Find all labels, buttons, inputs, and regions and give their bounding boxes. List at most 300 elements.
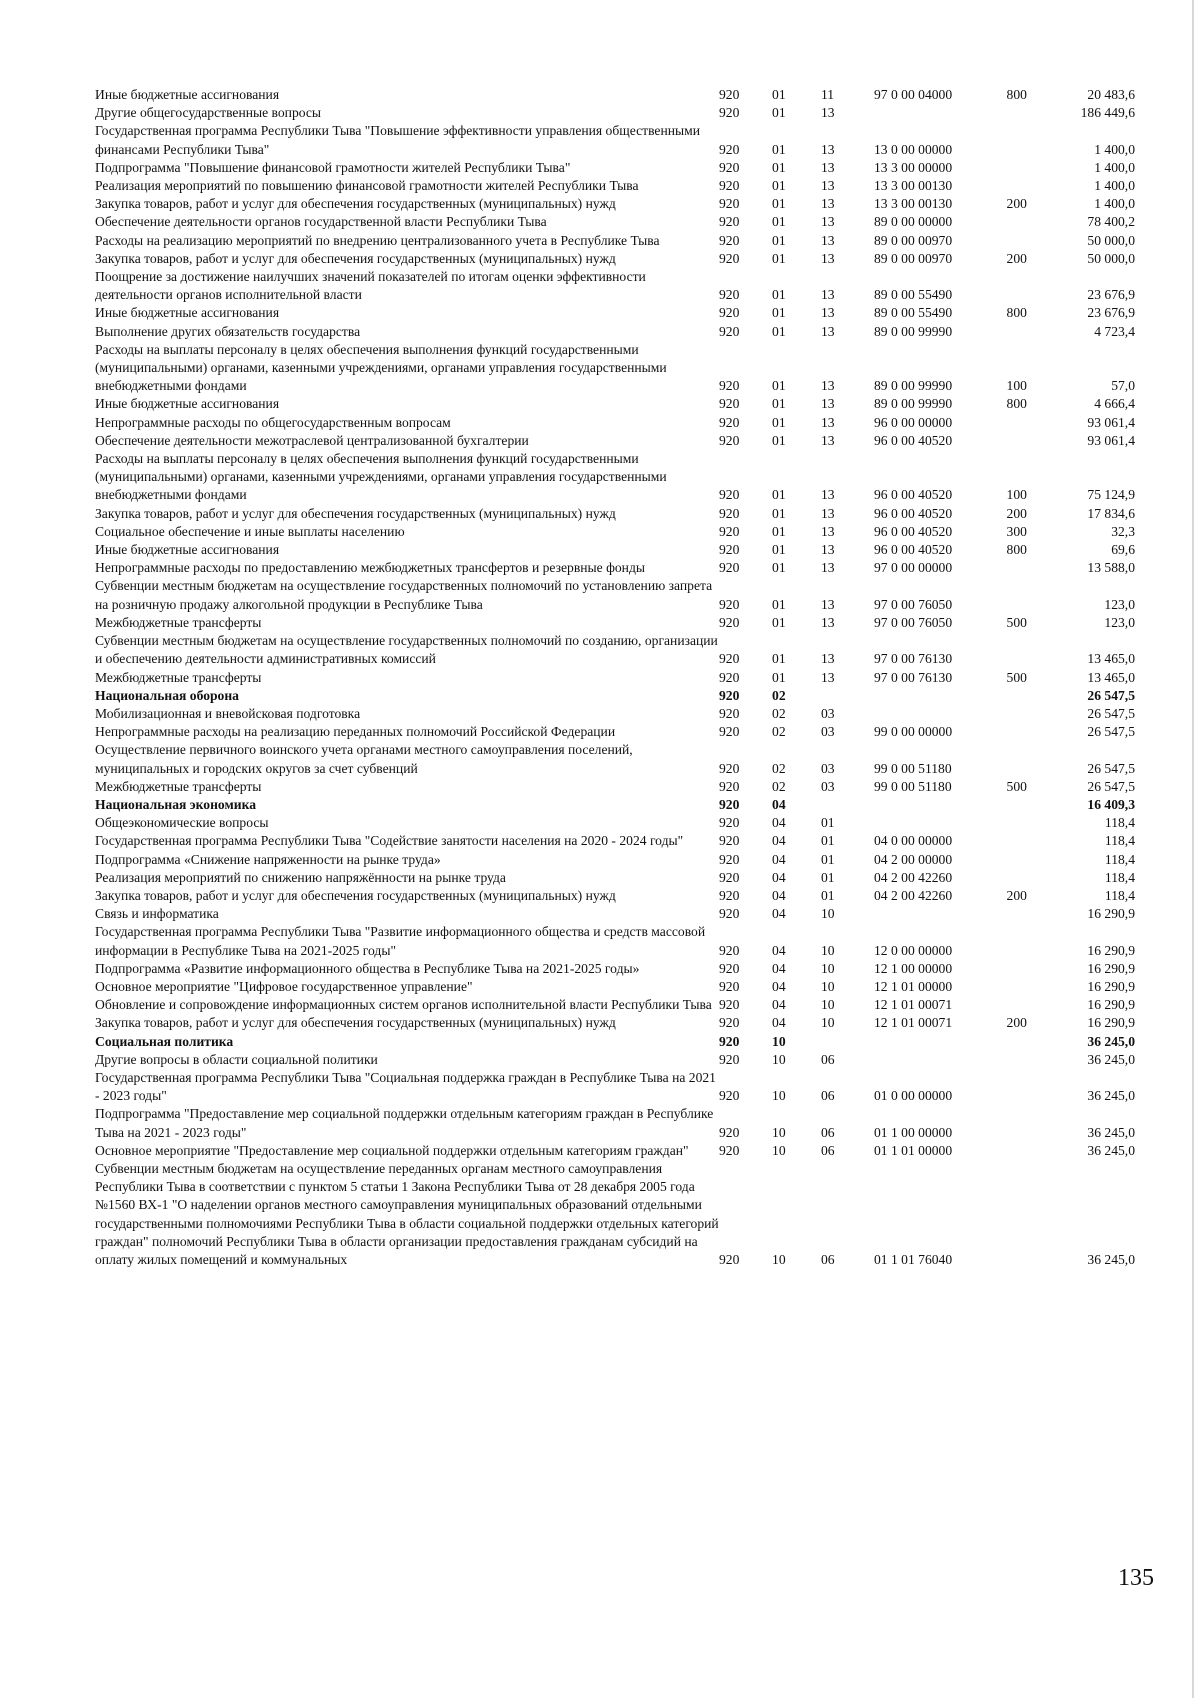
row-amount: 123,0: [1104, 596, 1135, 612]
table-row: [95, 268, 1135, 304]
row-section-code: 01: [772, 560, 786, 576]
row-target-article: 01 1 00 00000: [873, 1124, 953, 1140]
row-target-article: 96 0 00 00000: [873, 414, 953, 430]
row-section-code: 01: [772, 523, 786, 539]
row-target-article: [874, 814, 1007, 832]
row-amount: 4 723,4: [1094, 323, 1135, 339]
row-ministry-code: 920: [719, 141, 740, 157]
row-ministry-code: 920: [719, 214, 740, 230]
row-section-code: 10: [772, 1088, 786, 1104]
row-subsection-code: 13: [820, 487, 835, 503]
row-expense-type: [1007, 1105, 1064, 1141]
row-target-article: 96 0 00 40520: [873, 487, 953, 503]
row-name: Непрограммные расходы по общегосударственным вопросам: [95, 414, 451, 430]
row-expense-type: [1007, 832, 1064, 850]
row-expense-type: [1007, 814, 1064, 832]
row-section-code: 01: [772, 250, 786, 266]
row-subsection-code: 13: [820, 232, 835, 248]
row-section-code: 10: [772, 1142, 786, 1158]
row-subsection-code: 01: [820, 833, 835, 849]
row-ministry-code: 920: [719, 851, 740, 867]
row-name: Общеэкономические вопросы: [95, 815, 269, 831]
row-section-code: 04: [772, 796, 786, 812]
row-expense-type: [1007, 232, 1064, 250]
row-name: Подпрограмма «Развитие информационного общества в Республике Тыва на 2021-2025 годы»: [95, 960, 640, 976]
row-name: Обеспечение деятельности органов государственной власти Республики Тыва: [95, 214, 547, 230]
budget-table-body: [95, 86, 1135, 1269]
row-expense-type: [1007, 414, 1064, 432]
row-subsection-code: 13: [820, 614, 835, 630]
row-subsection-code: 13: [820, 323, 835, 339]
row-expense-type: 200: [1006, 887, 1027, 903]
row-amount: 1 400,0: [1094, 196, 1135, 212]
row-section-code: 10: [772, 1033, 786, 1049]
row-target-article: 89 0 00 55490: [873, 287, 953, 303]
row-amount: 118,4: [1104, 833, 1135, 849]
row-expense-type: 500: [1006, 778, 1027, 794]
row-section-code: 04: [772, 1015, 786, 1031]
row-target-article: [874, 705, 1007, 723]
row-name: Государственная программа Республики Тыва "Развитие информационного общества и средств массовой информации в Республике Тыва на 2021-2025 годы": [95, 924, 706, 958]
row-target-article: 04 2 00 42260: [873, 869, 953, 885]
row-target-article: 13 0 00 00000: [873, 141, 953, 157]
row-amount: 118,4: [1104, 815, 1135, 831]
row-target-article: 12 1 01 00071: [873, 997, 953, 1013]
row-section-code: 01: [772, 232, 786, 248]
row-name: Основное мероприятие "Предоставление мер социальной поддержки отдельным категориям граждан": [95, 1142, 689, 1158]
row-subsection-code: 10: [820, 942, 835, 958]
row-section-code: 04: [772, 887, 786, 903]
row-name: Расходы на реализацию мероприятий по внедрению централизованного учета в Республике Тыва: [95, 232, 660, 248]
table-row: [95, 559, 1135, 577]
row-ministry-code: 920: [719, 760, 740, 776]
table-row: [95, 778, 1135, 796]
row-name: Закупка товаров, работ и услуг для обеспечения государственных (муниципальных) нужд: [95, 250, 616, 266]
row-expense-type: [1007, 1051, 1064, 1069]
row-target-article: 97 0 00 76050: [873, 614, 953, 630]
row-subsection-code: 13: [820, 523, 835, 539]
row-expense-type: [1007, 559, 1064, 577]
row-subsection-code: 13: [820, 178, 835, 194]
table-row: [95, 122, 1135, 158]
row-target-article: 96 0 00 40520: [873, 432, 953, 448]
row-ministry-code: 920: [719, 796, 740, 812]
row-target-article: [874, 104, 1007, 122]
row-amount: 123,0: [1104, 614, 1135, 630]
row-target-article: 01 0 00 00000: [873, 1088, 953, 1104]
table-row: [95, 213, 1135, 231]
row-ministry-code: 920: [719, 614, 740, 630]
row-ministry-code: 920: [719, 159, 740, 175]
row-name: Подпрограмма «Снижение напряженности на рынке труда»: [95, 851, 441, 867]
row-ministry-code: 920: [719, 232, 740, 248]
row-expense-type: [1007, 741, 1064, 777]
row-ministry-code: 920: [719, 778, 740, 794]
row-ministry-code: 920: [719, 1142, 740, 1158]
row-expense-type: [1007, 1069, 1064, 1105]
row-amount: 1 400,0: [1094, 178, 1135, 194]
row-section-code: 01: [772, 287, 786, 303]
row-subsection-code: 06: [820, 1124, 835, 1140]
row-amount: 26 547,5: [1087, 687, 1135, 703]
row-target-article: 96 0 00 40520: [873, 505, 953, 521]
row-ministry-code: 920: [719, 1051, 740, 1067]
row-section-code: 01: [772, 214, 786, 230]
row-expense-type: 100: [1006, 378, 1027, 394]
row-name: Государственная программа Республики Тыва "Содействие занятости населения на 2020 - 2024 годы": [95, 833, 684, 849]
row-expense-type: 800: [1006, 396, 1027, 412]
row-subsection-code: 11: [820, 87, 835, 102]
row-name: Обеспечение деятельности межотраслевой централизованной бухгалтерии: [95, 432, 529, 448]
row-amount: 36 245,0: [1087, 1088, 1135, 1104]
table-row: [95, 304, 1135, 322]
row-expense-type: 200: [1006, 1015, 1027, 1031]
row-name: Иные бюджетные ассигнования: [95, 396, 280, 412]
table-row: [95, 541, 1135, 559]
table-row: [95, 505, 1135, 523]
row-section-code: 01: [772, 614, 786, 630]
row-expense-type: [1007, 723, 1064, 741]
row-target-article: 99 0 00 51180: [873, 778, 952, 794]
row-amount: 16 290,9: [1087, 997, 1135, 1013]
row-amount: 23 676,9: [1087, 305, 1135, 321]
row-name: Связь и информатика: [95, 906, 219, 922]
row-amount: 118,4: [1104, 869, 1135, 885]
row-name: Другие общегосударственные вопросы: [95, 105, 322, 121]
row-subsection-code: 13: [820, 651, 835, 667]
table-row: [95, 323, 1135, 341]
row-section-code: 01: [772, 159, 786, 175]
row-target-article: 12 1 00 00000: [873, 960, 953, 976]
row-section-code: 01: [772, 196, 786, 212]
table-row: [95, 86, 1135, 104]
row-target-article: 12 1 01 00071: [873, 1015, 953, 1031]
row-expense-type: [1007, 577, 1064, 613]
table-row: [95, 104, 1135, 122]
row-ministry-code: 920: [719, 869, 740, 885]
row-name: Государственная программа Республики Тыва "Социальная поддержка граждан в Республике Тыва на 2021 - 2023 годы": [95, 1069, 716, 1104]
row-target-article: 96 0 00 40520: [873, 523, 953, 539]
row-subsection-code: 13: [820, 141, 835, 157]
row-section-code: 04: [772, 815, 786, 831]
page-number: 135: [1118, 1565, 1154, 1591]
table-row: [95, 669, 1135, 687]
row-name: Межбюджетные трансферты: [95, 778, 262, 794]
row-section-code: 04: [772, 942, 786, 958]
table-row: [95, 887, 1135, 905]
row-subsection-code: 13: [820, 432, 835, 448]
table-row: [95, 996, 1135, 1014]
row-expense-type: [1007, 687, 1064, 705]
row-expense-type: [1007, 213, 1064, 231]
row-subsection-code: 01: [820, 869, 835, 885]
table-row: [95, 232, 1135, 250]
row-name: Государственная программа Республики Тыва "Повышение эффективности управления общественными финансами Республики Тыва": [95, 123, 701, 157]
row-subsection-code: 01: [820, 851, 835, 867]
row-name: Субвенции местным бюджетам на осуществление государственных полномочий по созданию, организации и обеспечению деятельности административных комиссий: [95, 633, 718, 667]
row-amount: 26 547,5: [1087, 778, 1135, 794]
row-expense-type: [1007, 1142, 1064, 1160]
row-subsection-code: 13: [820, 105, 835, 121]
row-ministry-code: 920: [719, 887, 740, 903]
row-amount: 36 245,0: [1087, 1033, 1135, 1049]
row-subsection-code: 10: [820, 960, 835, 976]
row-name: Основное мероприятие "Цифровое государственное управление": [95, 978, 473, 994]
row-amount: 16 290,9: [1087, 960, 1135, 976]
row-name: Подпрограмма "Предоставление мер социальной поддержки отдельным категориям граждан в Республике Тыва на 2021 - 2023 годы": [95, 1106, 714, 1140]
row-expense-type: 300: [1006, 523, 1027, 539]
row-target-article: [874, 796, 1007, 814]
row-amount: 32,3: [1111, 523, 1135, 539]
row-subsection-code: 01: [820, 887, 835, 903]
row-name: Иные бюджетные ассигнования: [95, 542, 280, 558]
row-expense-type: [1007, 796, 1064, 814]
row-subsection-code: 06: [820, 1142, 835, 1158]
table-row: [95, 577, 1135, 613]
row-section-code: 01: [772, 542, 786, 558]
row-subsection-code: 10: [820, 906, 835, 922]
row-name: Поощрение за достижение наилучших значений показателей по итогам оценки эффективности деятельности органов исполнительной власти: [95, 269, 646, 303]
table-row: [95, 905, 1135, 923]
row-section-code: 02: [772, 705, 786, 721]
row-ministry-code: 920: [719, 651, 740, 667]
row-ministry-code: 920: [719, 596, 740, 612]
row-section-code: 01: [772, 669, 786, 685]
row-target-article: 12 1 01 00000: [873, 978, 953, 994]
row-name: Иные бюджетные ассигнования: [95, 87, 280, 102]
row-section-code: 04: [772, 851, 786, 867]
row-section-code: 04: [772, 978, 786, 994]
row-name: Национальная экономика: [95, 796, 256, 812]
row-expense-type: 200: [1006, 250, 1027, 266]
row-subsection-code: 01: [820, 815, 835, 831]
row-name: Выполнение других обязательств государства: [95, 323, 361, 339]
row-target-article: 12 0 00 00000: [873, 942, 953, 958]
row-ministry-code: 920: [719, 105, 740, 121]
row-subsection-code: 06: [820, 1088, 835, 1104]
row-expense-type: [1007, 323, 1064, 341]
row-target-article: 89 0 00 00970: [873, 232, 953, 248]
row-subsection-code: [821, 1033, 874, 1051]
row-target-article: 89 0 00 00000: [873, 214, 953, 230]
row-section-code: 01: [772, 178, 786, 194]
row-target-article: 04 0 00 00000: [873, 833, 953, 849]
row-amount: 186 449,6: [1080, 105, 1135, 121]
row-target-article: 97 0 00 04000: [873, 87, 953, 102]
row-name: Закупка товаров, работ и услуг для обеспечения государственных (муниципальных) нужд: [95, 196, 616, 212]
row-name: Непрограммные расходы по предоставлению межбюджетных трансфертов и резервные фонды: [95, 560, 646, 576]
row-amount: 57,0: [1111, 378, 1135, 394]
row-target-article: 13 3 00 00130: [873, 196, 953, 212]
row-section-code: 02: [772, 760, 786, 776]
row-amount: 20 483,6: [1087, 87, 1135, 102]
row-ministry-code: 920: [719, 942, 740, 958]
row-amount: 1 400,0: [1094, 141, 1135, 157]
row-name: Непрограммные расходы на реализацию переданных полномочий Российской Федерации: [95, 724, 616, 740]
row-expense-type: [1007, 1160, 1064, 1269]
row-name: Субвенции местным бюджетам на осуществление государственных полномочий по установлению запрета на розничную продажу алкогольной продукции в Республике Тыва: [95, 578, 713, 612]
row-name: Иные бюджетные ассигнования: [95, 305, 280, 321]
row-target-article: 99 0 00 00000: [873, 724, 953, 740]
row-ministry-code: 920: [719, 523, 740, 539]
row-expense-type: [1007, 122, 1064, 158]
row-name: Расходы на выплаты персоналу в целях обеспечения выполнения функций государственными (муниципальными) органами, казенными учреждениями, органами управления государственными внебюджетными фондами: [95, 451, 667, 503]
row-section-code: 10: [772, 1051, 786, 1067]
row-expense-type: 800: [1006, 87, 1027, 102]
row-subsection-code: 13: [820, 378, 835, 394]
row-name: Закупка товаров, работ и услуг для обеспечения государственных (муниципальных) нужд: [95, 1015, 616, 1031]
row-target-article: 01 1 01 00000: [873, 1142, 953, 1158]
row-amount: 16 290,9: [1087, 978, 1135, 994]
row-subsection-code: 13: [820, 596, 835, 612]
row-ministry-code: 920: [719, 1252, 740, 1267]
row-section-code: 01: [772, 432, 786, 448]
row-subsection-code: 03: [820, 778, 835, 794]
row-amount: 50 000,0: [1087, 250, 1135, 266]
row-subsection-code: 13: [820, 560, 835, 576]
row-amount: 69,6: [1111, 542, 1135, 558]
table-row: [95, 851, 1135, 869]
row-expense-type: [1007, 177, 1064, 195]
row-subsection-code: 03: [820, 724, 835, 740]
table-row: [95, 687, 1135, 705]
row-amount: 13 465,0: [1087, 651, 1135, 667]
row-section-code: 01: [772, 378, 786, 394]
row-expense-type: 800: [1006, 542, 1027, 558]
table-row: [95, 341, 1135, 396]
row-amount: 36 245,0: [1087, 1142, 1135, 1158]
row-subsection-code: 13: [820, 414, 835, 430]
row-expense-type: 500: [1006, 614, 1027, 630]
table-row: [95, 250, 1135, 268]
row-expense-type: [1007, 432, 1064, 450]
row-target-article: [874, 1051, 1007, 1069]
row-expense-type: [1007, 851, 1064, 869]
row-expense-type: 100: [1006, 487, 1027, 503]
row-amount: 75 124,9: [1087, 487, 1135, 503]
row-section-code: 01: [772, 141, 786, 157]
row-ministry-code: 920: [719, 414, 740, 430]
row-amount: 13 588,0: [1087, 560, 1135, 576]
row-expense-type: [1007, 268, 1064, 304]
row-section-code: 04: [772, 906, 786, 922]
row-section-code: 01: [772, 414, 786, 430]
row-expense-type: 800: [1006, 305, 1027, 321]
row-name: Другие вопросы в области социальной политики: [95, 1051, 378, 1067]
row-ministry-code: 920: [719, 960, 740, 976]
table-row: [95, 177, 1135, 195]
table-row: [95, 632, 1135, 668]
row-amount: 17 834,6: [1087, 505, 1135, 521]
row-target-article: 04 2 00 42260: [873, 887, 953, 903]
row-expense-type: 200: [1006, 505, 1027, 521]
row-ministry-code: 920: [719, 323, 740, 339]
row-name: Обновление и сопровождение информационных систем органов исполнительной власти Республики Тыва: [95, 997, 712, 1013]
row-target-article: 13 3 00 00130: [873, 178, 953, 194]
table-row: [95, 869, 1135, 887]
table-row: [95, 741, 1135, 777]
row-subsection-code: 10: [820, 997, 835, 1013]
row-subsection-code: 06: [820, 1252, 835, 1267]
row-amount: 16 409,3: [1087, 796, 1135, 812]
row-amount: 26 547,5: [1087, 705, 1135, 721]
row-ministry-code: 920: [719, 1015, 740, 1031]
table-row: [95, 832, 1135, 850]
row-ministry-code: 920: [719, 560, 740, 576]
table-row: [95, 1069, 1135, 1105]
table-row: [95, 1033, 1135, 1051]
row-amount: 50 000,0: [1087, 232, 1135, 248]
row-amount: 16 290,9: [1087, 1015, 1135, 1031]
row-expense-type: [1007, 978, 1064, 996]
row-ministry-code: 920: [719, 87, 740, 102]
row-subsection-code: 13: [820, 669, 835, 685]
row-subsection-code: 13: [820, 159, 835, 175]
row-expense-type: [1007, 923, 1064, 959]
row-name: Социальная политика: [95, 1033, 234, 1049]
row-target-article: [874, 1033, 1007, 1051]
table-row: [95, 1014, 1135, 1032]
row-subsection-code: 10: [820, 1015, 835, 1031]
row-ministry-code: 920: [719, 378, 740, 394]
row-ministry-code: 920: [719, 669, 740, 685]
table-row: [95, 814, 1135, 832]
row-ministry-code: 920: [719, 906, 740, 922]
row-section-code: 04: [772, 997, 786, 1013]
table-row: [95, 523, 1135, 541]
row-amount: 36 245,0: [1087, 1124, 1135, 1140]
row-ministry-code: 920: [719, 724, 740, 740]
row-expense-type: [1007, 159, 1064, 177]
row-section-code: 10: [772, 1124, 786, 1140]
table-row: [95, 1051, 1135, 1069]
row-section-code: 01: [772, 105, 786, 121]
row-ministry-code: 920: [719, 287, 740, 303]
row-subsection-code: 03: [820, 760, 835, 776]
row-target-article: 89 0 00 99990: [873, 396, 953, 412]
row-expense-type: [1007, 104, 1064, 122]
table-row: [95, 432, 1135, 450]
row-target-article: 89 0 00 55490: [873, 305, 953, 321]
row-subsection-code: 10: [820, 978, 835, 994]
table-row: [95, 705, 1135, 723]
row-amount: 16 290,9: [1087, 906, 1135, 922]
row-ministry-code: 920: [719, 178, 740, 194]
row-name: Субвенции местным бюджетам на осуществление переданных органам местного самоуправления Республики Тыва в соответствии с пунктом 5 статьи 1 Закона Республики Тыва от 28 декабря 2005 года №1560 ВХ-1 "О наделении органов местного самоуправления муниципальных образований отдельными государственными полномочиями Республики Тыва в области социальной поддержки отдельных категорий граждан" полномочий Республики Тыва в области организации предоставления гражданам субсидий на оплату жилых помещений и коммунальных: [95, 1160, 719, 1267]
row-ministry-code: 920: [719, 997, 740, 1013]
row-expense-type: [1007, 905, 1064, 923]
row-expense-type: [1007, 960, 1064, 978]
row-target-article: 97 0 00 00000: [873, 560, 953, 576]
row-name: Расходы на выплаты персоналу в целях обеспечения выполнения функций государственными (муниципальными) органами, казенными учреждениями, органами управления государственными внебюджетными фондами: [95, 341, 667, 394]
row-subsection-code: 06: [820, 1051, 835, 1067]
table-row: [95, 614, 1135, 632]
row-expense-type: [1007, 996, 1064, 1014]
budget-table: [95, 86, 1135, 1269]
row-subsection-code: 13: [820, 505, 835, 521]
row-expense-type: 200: [1006, 196, 1027, 212]
row-section-code: 01: [772, 323, 786, 339]
row-section-code: 01: [772, 487, 786, 503]
row-name: Реализация мероприятий по снижению напряжённости на рынке труда: [95, 869, 506, 885]
row-subsection-code: 13: [820, 214, 835, 230]
row-section-code: 01: [772, 651, 786, 667]
row-subsection-code: 03: [820, 705, 835, 721]
row-ministry-code: 920: [719, 687, 740, 703]
row-amount: 26 547,5: [1087, 760, 1135, 776]
row-target-article: 96 0 00 40520: [873, 542, 953, 558]
row-name: Национальная оборона: [95, 687, 239, 703]
